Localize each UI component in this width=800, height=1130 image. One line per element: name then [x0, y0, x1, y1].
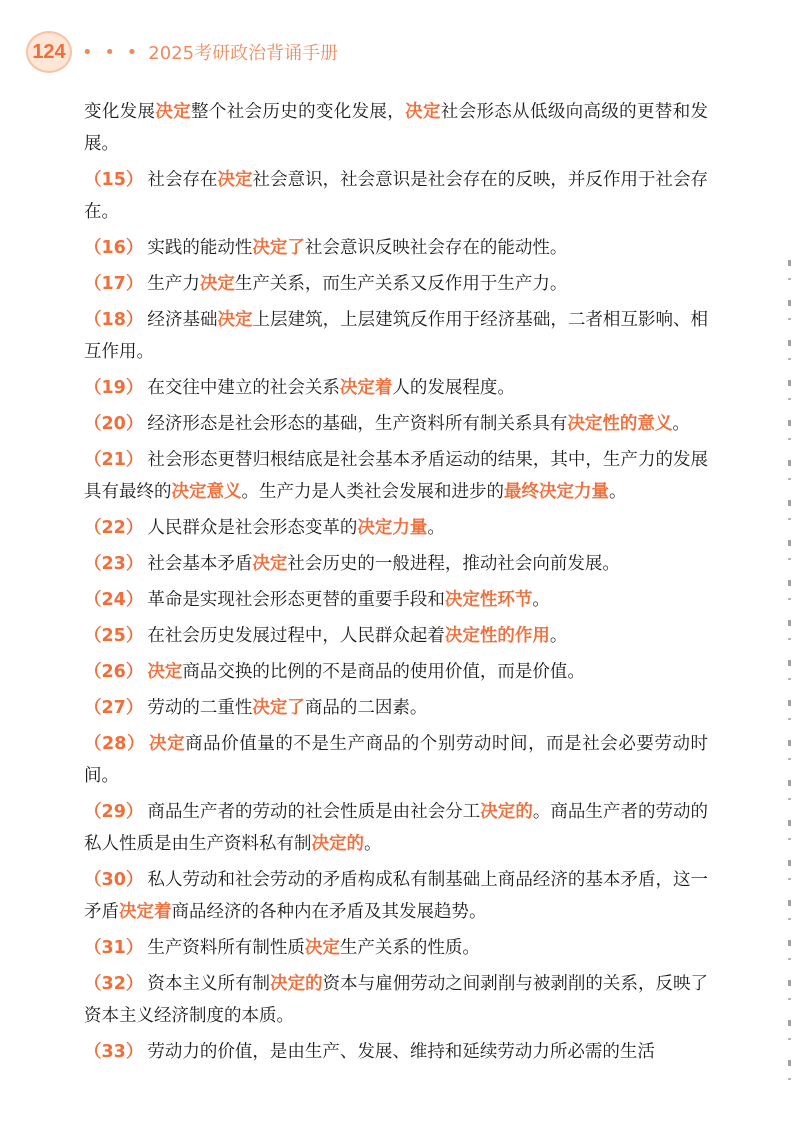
- item-number: （28）: [84, 734, 146, 754]
- body-text: 社会基本矛盾: [147, 554, 253, 574]
- list-item: [84, 620, 708, 652]
- list-item: [84, 656, 708, 688]
- body-text: 。: [549, 626, 568, 646]
- list-item: [84, 372, 708, 404]
- body-text: 经济基础: [147, 310, 218, 330]
- item-number: （24）: [84, 590, 144, 610]
- item-number: （19）: [84, 378, 144, 398]
- item-number: （22）: [84, 518, 144, 538]
- list-item: [84, 232, 708, 264]
- highlight-text: 决定: [149, 734, 186, 754]
- body-text: 革命是实现社会形态更替的重要手段和: [147, 590, 445, 610]
- body-text: 商品的二因素。: [304, 698, 428, 718]
- item-number: （27）: [84, 698, 144, 718]
- page-header: [26, 30, 338, 74]
- body-text: 社会意识，社会意识是社会存在的反映，并反作用于社会存在。: [84, 170, 709, 222]
- list-item: [84, 796, 708, 860]
- page-number-badge: 124: [26, 31, 72, 73]
- highlight-text: 决定: [217, 310, 253, 330]
- body-text: 社会形态从低级向高级的更替和发展。: [84, 102, 709, 154]
- body-text: 实践的能动性: [147, 238, 253, 258]
- item-number: （21）: [84, 450, 144, 470]
- body-text: 商品价值量的不是生产商品的个别劳动时间，而是社会必要劳动时间。: [84, 734, 709, 786]
- body-text: 生产资料所有制性质: [147, 938, 305, 958]
- list-item: [84, 164, 708, 228]
- body-text: 劳动力的价值，是由生产、发展、维持和延续劳动力所必需的生活: [147, 1042, 655, 1062]
- scan-edge-marks: [788, 260, 791, 1080]
- highlight-text: 决定着: [119, 902, 172, 922]
- highlight-text: 决定的: [311, 834, 364, 854]
- list-item: [84, 932, 708, 964]
- highlight-text: 决定性环节: [444, 590, 533, 610]
- item-number: （29）: [84, 802, 144, 822]
- page-content: [84, 96, 708, 1072]
- body-text: 上层建筑，上层建筑反作用于经济基础，二者相互影响、相互作用。: [84, 310, 709, 362]
- highlight-text: 决定意义: [171, 482, 242, 502]
- item-number: （31）: [84, 938, 144, 958]
- body-text: 在交往中建立的社会关系: [147, 378, 340, 398]
- body-text: 整个社会历史的变化发展，: [191, 102, 406, 122]
- body-text: 资本与雇佣劳动之间剥削与被剥削的关系，反映了资本主义经济制度的本质。: [84, 974, 709, 1026]
- highlight-text: 决定了: [252, 698, 305, 718]
- item-number: （23）: [84, 554, 144, 574]
- item-number: （17）: [84, 274, 144, 294]
- highlight-text: 决定了: [252, 238, 305, 258]
- highlight-text: 决定: [304, 938, 340, 958]
- body-text: 社会历史的一般进程，推动社会向前发展。: [287, 554, 620, 574]
- item-number: （26）: [84, 662, 144, 682]
- body-text: 。生产力是人类社会发展和进步的: [241, 482, 504, 502]
- list-item: [84, 548, 708, 580]
- body-text: 。: [672, 414, 690, 434]
- body-text: 。: [609, 482, 627, 502]
- body-text: 在社会历史发展过程中，人民群众起着: [147, 626, 445, 646]
- item-number: （15）: [84, 170, 144, 190]
- body-text: 生产关系的性质。: [339, 938, 480, 958]
- list-item: [84, 968, 708, 1032]
- highlight-text: 决定的: [480, 802, 533, 822]
- highlight-text: 最终决定力量: [504, 482, 609, 502]
- header-dots: • • •: [82, 41, 141, 63]
- body-text: 。: [532, 590, 550, 610]
- list-item: [84, 96, 708, 160]
- body-text: 。商品生产者的劳动的私人性质是由生产资料私有制: [84, 802, 709, 854]
- highlight-text: 决定: [147, 662, 183, 682]
- highlight-text: 决定的: [270, 974, 323, 994]
- highlight-text: 决定: [252, 554, 288, 574]
- body-text: 生产关系，而生产关系又反作用于生产力。: [234, 274, 568, 294]
- list-item: [84, 692, 708, 724]
- highlight-text: 决定力量: [357, 518, 428, 538]
- list-item: [84, 444, 708, 508]
- list-item: [84, 584, 708, 616]
- list-item: [84, 864, 708, 928]
- list-item: [84, 408, 708, 440]
- body-text: 社会形态更替归根结底是社会基本矛盾运动的结果，其中，生产力的发展具有最终的: [84, 450, 709, 502]
- body-text: 人民群众是社会形态变革的: [147, 518, 358, 538]
- highlight-text: 决定: [405, 102, 441, 122]
- list-item: [84, 304, 708, 368]
- body-text: 。: [364, 834, 382, 854]
- item-number: （32）: [84, 974, 144, 994]
- list-item: [84, 268, 708, 300]
- body-text: 经济形态是社会形态的基础，生产资料所有制关系具有: [147, 414, 568, 434]
- highlight-text: 决定: [199, 274, 235, 294]
- highlight-text: 决定: [155, 102, 192, 122]
- body-text: 。: [427, 518, 445, 538]
- highlight-text: 决定性的作用: [444, 626, 550, 646]
- list-item: [84, 728, 708, 792]
- body-text: 人的发展程度。: [392, 378, 515, 398]
- body-text: 商品经济的各种内在矛盾及其发展趋势。: [171, 902, 487, 922]
- body-text: 商品交换的比例的不是商品的使用价值，而是价值。: [182, 662, 585, 682]
- body-text: 私人劳动和社会劳动的矛盾构成私有制基础上商品经济的基本矛盾，这一矛盾: [84, 870, 709, 922]
- item-number: （16）: [84, 238, 144, 258]
- item-number: （18）: [84, 310, 144, 330]
- body-text: 变化发展: [84, 102, 156, 122]
- highlight-text: 决定: [217, 170, 253, 190]
- body-text: 社会存在: [147, 170, 218, 190]
- highlight-text: 决定性的意义: [567, 414, 673, 434]
- highlight-text: 决定着: [339, 378, 393, 398]
- list-item: [84, 512, 708, 544]
- body-text: 生产力: [147, 274, 200, 294]
- item-number: （25）: [84, 626, 144, 646]
- item-number: （30）: [84, 870, 144, 890]
- item-number: （20）: [84, 414, 144, 434]
- book-title: 2025考研政治背诵手册: [148, 43, 339, 64]
- body-text: 社会意识反映社会存在的能动性。: [304, 238, 568, 258]
- body-text: 劳动的二重性: [147, 698, 253, 718]
- body-text: 商品生产者的劳动的社会性质是由社会分工: [147, 802, 481, 822]
- list-item: [84, 1036, 708, 1068]
- body-text: 资本主义所有制: [147, 974, 271, 994]
- item-number: （33）: [84, 1042, 144, 1062]
